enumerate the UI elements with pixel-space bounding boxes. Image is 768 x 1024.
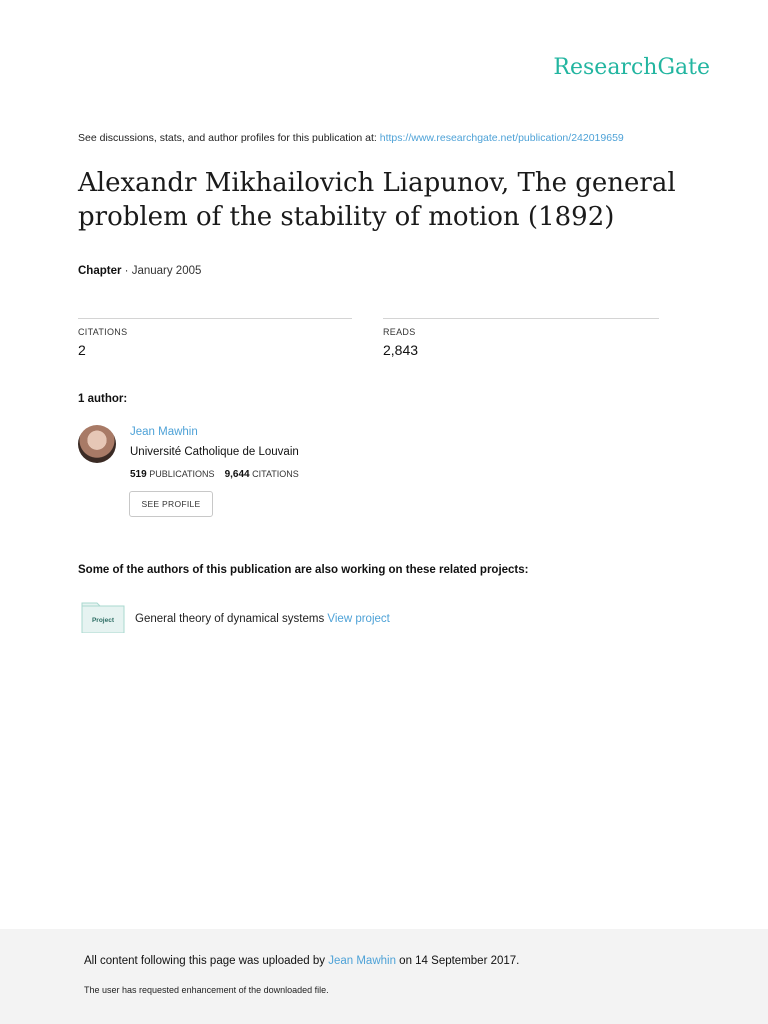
uploader-link[interactable]: Jean Mawhin (328, 955, 396, 967)
author-publications-count: 519 (130, 469, 147, 480)
project-badge-label: Project (91, 617, 115, 624)
reads-stat (383, 318, 659, 358)
upload-footer (0, 929, 768, 1024)
upload-notice (84, 955, 519, 967)
reads-value: 2,843 (383, 342, 419, 358)
enhancement-notice: The user has requested enhancement of the downloaded file. (84, 985, 329, 995)
project-item (135, 613, 390, 625)
publication-url-link[interactable]: https://www.researchgate.net/publication/242019659 (379, 132, 624, 144)
publication-date: January 2005 (131, 265, 202, 277)
citations-stat (78, 318, 352, 358)
view-project-link[interactable]: View project (327, 613, 390, 625)
author-avatar[interactable] (78, 425, 116, 463)
author-citations-label: CITATIONS (252, 469, 299, 479)
see-profile-button[interactable]: SEE PROFILE (129, 491, 213, 517)
author-institution: Université Catholique de Louvain (130, 446, 299, 458)
publication-title: Alexandr Mikhailovich Liapunov, The general problem of the stability of motion (1892) (78, 168, 676, 232)
upload-prefix: All content following this page was uploaded by (84, 955, 329, 967)
citations-value: 2 (78, 342, 86, 358)
project-title: General theory of dynamical systems (135, 613, 325, 625)
citations-label: CITATIONS (78, 327, 128, 337)
author-stats (130, 469, 299, 480)
reads-label: READS (383, 327, 416, 337)
author-name-link[interactable]: Jean Mawhin (130, 426, 198, 438)
see-discussions-text: See discussions, stats, and author profiles for this publication at: (78, 132, 380, 144)
publication-type: Chapter (78, 265, 122, 277)
project-folder-icon[interactable] (81, 600, 125, 633)
upload-suffix: on 14 September 2017. (395, 955, 520, 967)
see-discussions-line (78, 132, 624, 144)
researchgate-logo[interactable]: ResearchGate (553, 55, 710, 80)
author-citations-count: 9,644 (224, 469, 250, 480)
author-publications-label: PUBLICATIONS (149, 469, 215, 479)
publication-meta (78, 265, 201, 277)
authors-heading: 1 author: (78, 393, 128, 405)
related-projects-heading: Some of the authors of this publication are also working on these related projects: (78, 564, 529, 576)
meta-separator: · (121, 265, 132, 277)
